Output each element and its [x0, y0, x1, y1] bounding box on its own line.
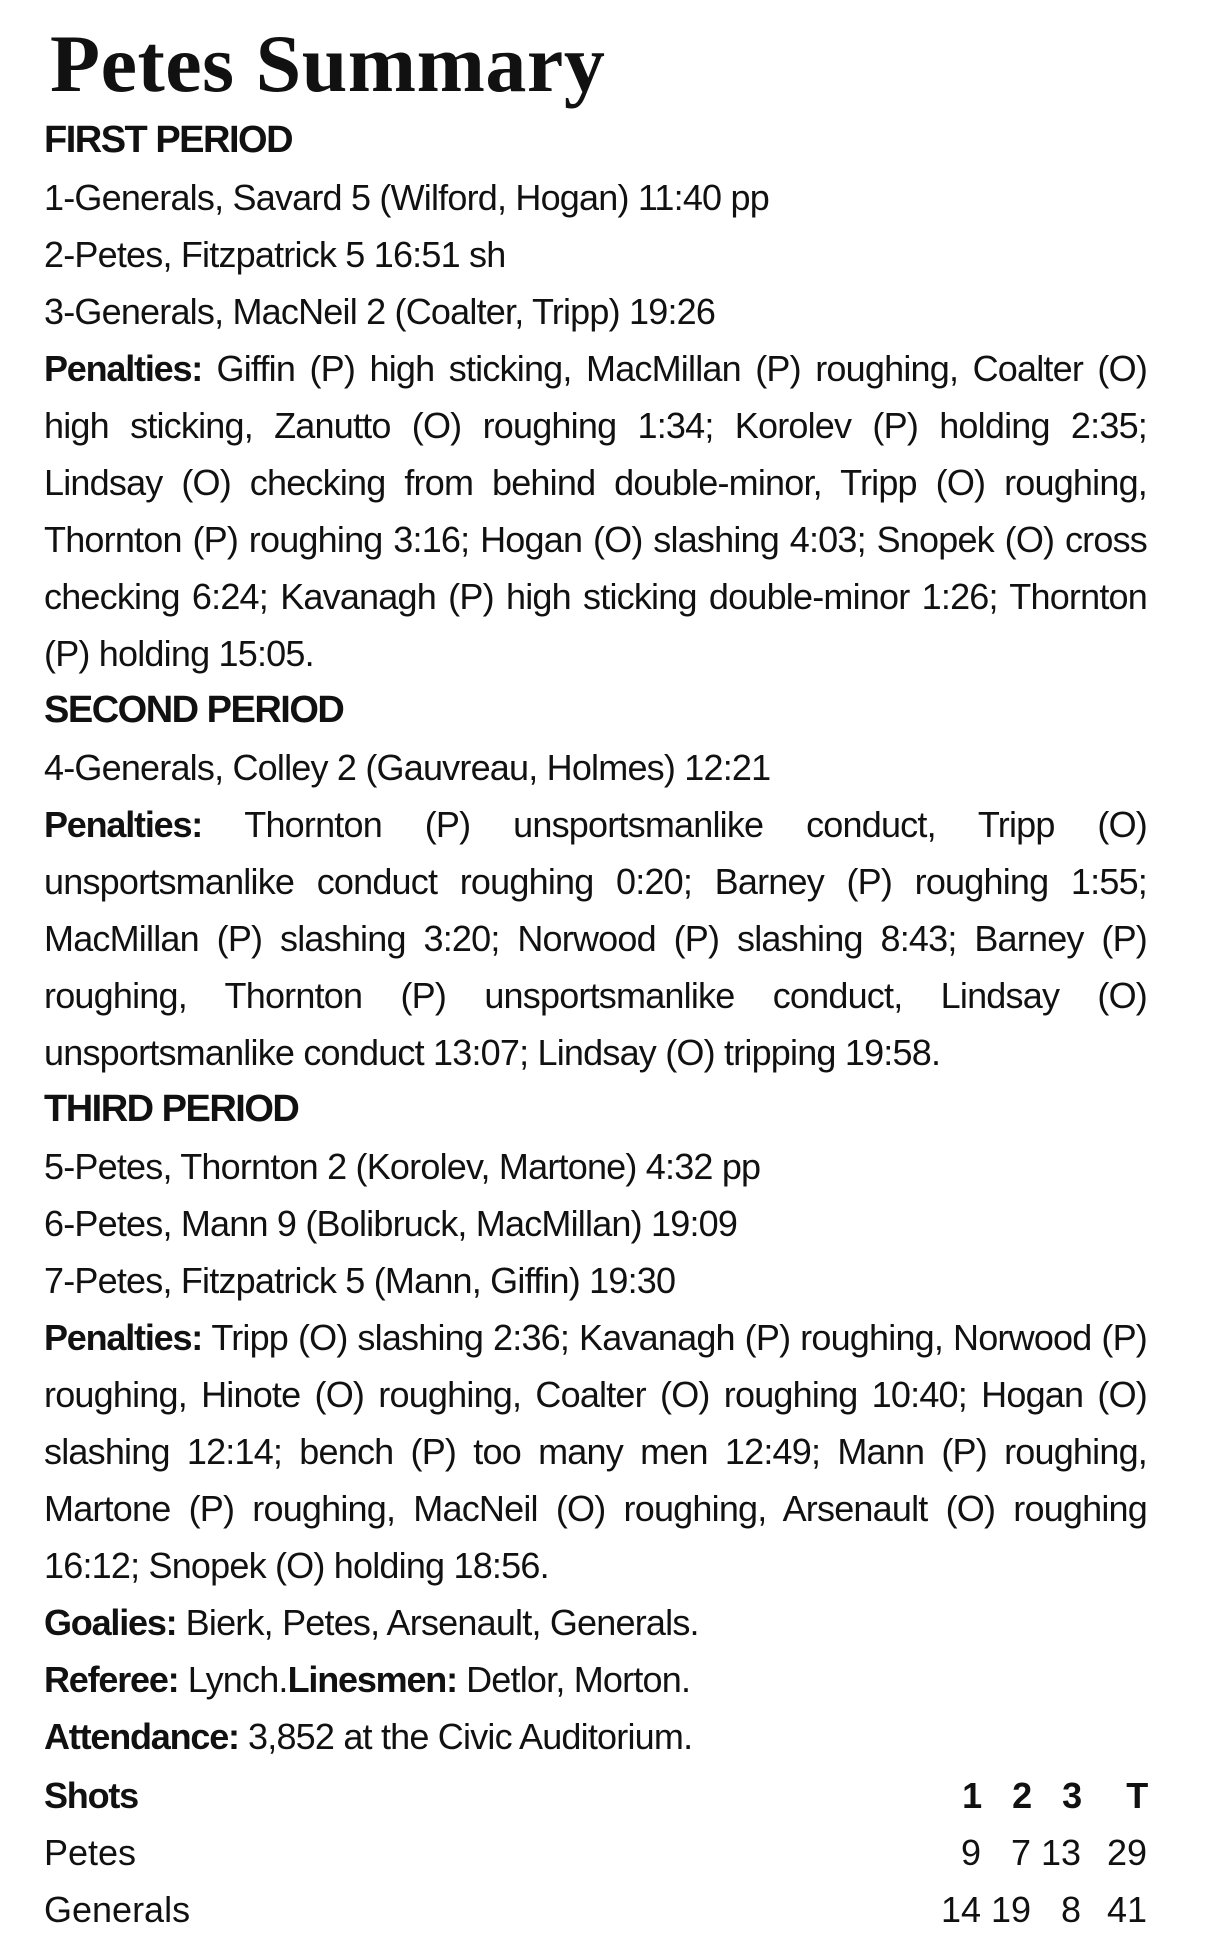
penalties-text: Tripp (O) slashing 2:36; Kavanagh (P) roughing, Norwood (P) roughing, Hinote (O) roughing, Coalter (O) roughing 10:40; Hogan (O) slashing 12:14; bench (P) too many men 12:49; Mann (P) roughing, Martone (P) roughing, MacNeil (O) roughing, Arsenault (O) roughing 16:12; Snopek (O) holding 18:56.	[44, 1317, 1147, 1586]
period-first	[44, 112, 1147, 682]
team-name: Petes	[44, 1832, 137, 1873]
summary-title: Petes Summary	[50, 18, 606, 109]
linesmen-label: Linesmen:	[287, 1659, 457, 1700]
shots-value: 9	[960, 1832, 981, 1873]
goal-line: 5-Petes, Thornton 2 (Korolev, Martone) 4:32 pp	[44, 1146, 761, 1187]
referee-label: Referee:	[44, 1659, 179, 1700]
goal-line: 6-Petes, Mann 9 (Bolibruck, MacMillan) 19:09	[44, 1203, 738, 1244]
period-heading: FIRST PERIOD	[44, 119, 293, 161]
attendance-text: 3,852 at the Civic Auditorium.	[248, 1716, 693, 1757]
penalties-paragraph	[44, 1309, 1147, 1594]
shots-value: 8	[1060, 1889, 1081, 1930]
penalties-label: Penalties:	[44, 804, 203, 845]
shots-header-row	[44, 1767, 1147, 1824]
goal-line: 4-Generals, Colley 2 (Gauvreau, Holmes) 12:21	[44, 747, 771, 788]
penalties-label: Penalties:	[44, 348, 203, 389]
goalies-label: Goalies:	[44, 1602, 177, 1643]
period-third	[44, 1081, 1147, 1594]
shots-column-header: 2	[1012, 1775, 1031, 1816]
team-name: Generals	[44, 1889, 191, 1930]
penalties-label: Penalties:	[44, 1317, 203, 1358]
penalties-paragraph	[44, 796, 1147, 1081]
goalies-text: Bierk, Petes, Arsenault, Generals.	[185, 1602, 699, 1643]
attendance-line	[44, 1708, 1147, 1765]
referee-name: Lynch.	[187, 1659, 288, 1700]
shots-total: 41	[1106, 1889, 1147, 1930]
shots-value: 19	[990, 1889, 1031, 1930]
shots-column-header: 3	[1062, 1775, 1081, 1816]
penalties-text: Giffin (P) high sticking, MacMillan (P) roughing, Coalter (O) high sticking, Zanutto (O) roughing 1:34; Korolev (P) holding 2:35; Lindsay (O) checking from behind double-minor, Tripp (O) roughing, Thornton (P) roughing 3:16; Hogan (O) slashing 4:03; Snopek (O) cross checking 6:24; Kavanagh (P) high sticking double-minor 1:26; Thornton (P) holding 15:05.	[44, 348, 1148, 674]
shots-total: 29	[1106, 1832, 1147, 1873]
shots-label: Shots	[44, 1775, 139, 1816]
shots-column-header: T	[1126, 1775, 1147, 1816]
shots-value: 7	[1010, 1832, 1031, 1873]
period-heading: THIRD PERIOD	[44, 1088, 299, 1130]
linesmen-names: Detlor, Morton.	[466, 1659, 691, 1700]
penalties-text: Thornton (P) unsportsmanlike conduct, Tripp (O) unsportsmanlike conduct roughing 0:20; Barney (P) roughing 1:55; MacMillan (P) slashing 3:20; Norwood (P) slashing 8:43; Barney (P) roughing, Thornton (P) unsportsmanlike conduct, Lindsay (O) unsportsmanlike conduct 13:07; Lindsay (O) tripping 19:58.	[44, 804, 1147, 1073]
goal-line: 3-Generals, MacNeil 2 (Coalter, Tripp) 19:26	[44, 291, 716, 332]
attendance-label: Attendance:	[44, 1716, 239, 1757]
officials-line	[44, 1651, 1147, 1708]
penalties-paragraph	[44, 340, 1147, 682]
shots-value: 13	[1040, 1832, 1081, 1873]
period-second	[44, 682, 1147, 1081]
goal-line: 2-Petes, Fitzpatrick 5 16:51 sh	[44, 234, 506, 275]
goal-line: 7-Petes, Fitzpatrick 5 (Mann, Giffin) 19:30	[44, 1260, 676, 1301]
shots-table	[44, 1767, 1147, 1938]
shots-column-header: 1	[962, 1775, 981, 1816]
shots-value: 14	[940, 1889, 981, 1930]
table-row	[44, 1881, 1147, 1938]
goal-line: 1-Generals, Savard 5 (Wilford, Hogan) 11:40 pp	[44, 177, 769, 218]
table-row	[44, 1824, 1147, 1881]
goalies-line	[44, 1594, 1147, 1651]
period-heading: SECOND PERIOD	[44, 689, 344, 731]
